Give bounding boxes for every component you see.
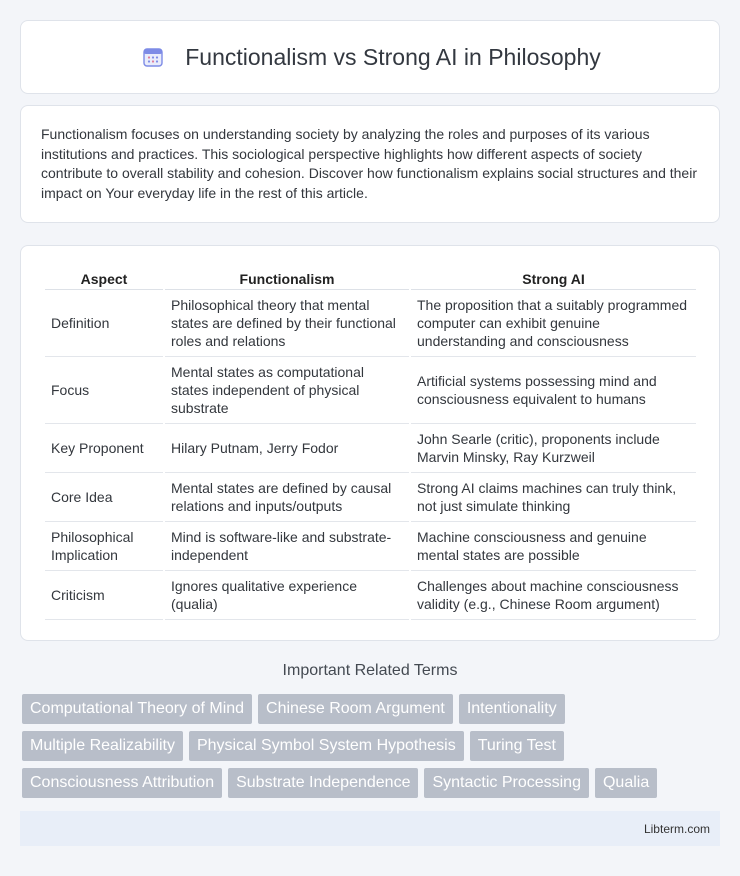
tag-syntactic-processing[interactable]: Syntactic Processing — [424, 768, 589, 798]
tag-qualia[interactable]: Qualia — [595, 768, 657, 798]
aspect-cell: Philosophical Implication — [45, 522, 163, 571]
footer — [20, 811, 720, 846]
column-header-aspect: Aspect — [45, 264, 163, 290]
intro-text: Functionalism focuses on understanding society by analyzing the roles and purposes of its various institutions and practices. This sociological perspective highlights how different aspects of society contribute to overall stability and cohesion. Discover how functionalism explains social structures and their impact on Your everyday life in the rest of this article. — [41, 126, 697, 201]
tag-computational-theory-of-mind[interactable]: Computational Theory of Mind — [22, 694, 252, 724]
table-row — [45, 522, 696, 571]
table-header-row — [45, 264, 696, 290]
intro-card — [20, 105, 720, 223]
aspect-cell: Definition — [45, 290, 163, 357]
strong-ai-cell: John Searle (critic), proponents include Marvin Minsky, Ray Kurzweil — [411, 424, 696, 473]
strong-ai-cell: The proposition that a suitably programmed computer can exhibit genuine understanding and consciousness — [411, 290, 696, 357]
tag-row — [22, 768, 722, 798]
tag-chinese-room-argument[interactable]: Chinese Room Argument — [258, 694, 453, 724]
header-card — [20, 20, 720, 94]
comparison-table — [43, 264, 698, 620]
strong-ai-cell: Machine consciousness and genuine mental states are possible — [411, 522, 696, 571]
page-title: Functionalism vs Strong AI in Philosophy — [185, 43, 601, 70]
table-row — [45, 357, 696, 424]
strong-ai-cell: Strong AI claims machines can truly think, not just simulate thinking — [411, 473, 696, 522]
tag-multiple-realizability[interactable]: Multiple Realizability — [22, 731, 183, 761]
column-header-strong-ai: Strong AI — [411, 264, 696, 290]
functionalism-cell: Ignores qualitative experience (qualia) — [165, 571, 409, 620]
functionalism-cell: Mental states are defined by causal relations and inputs/outputs — [165, 473, 409, 522]
calendar-icon — [139, 43, 167, 71]
table-row — [45, 571, 696, 620]
functionalism-cell: Hilary Putnam, Jerry Fodor — [165, 424, 409, 473]
footer-site-link[interactable]: Libterm.com — [643, 821, 710, 836]
strong-ai-cell: Challenges about machine consciousness validity (e.g., Chinese Room argument) — [411, 571, 696, 620]
table-row — [45, 473, 696, 522]
column-header-functionalism: Functionalism — [165, 264, 409, 290]
functionalism-cell: Philosophical theory that mental states are defined by their functional roles and relations — [165, 290, 409, 357]
related-terms-list — [22, 694, 722, 805]
aspect-cell: Criticism — [45, 571, 163, 620]
comparison-table-card — [20, 245, 720, 641]
tag-substrate-independence[interactable]: Substrate Independence — [228, 768, 418, 798]
tag-intentionality[interactable]: Intentionality — [459, 694, 565, 724]
strong-ai-cell: Artificial systems possessing mind and consciousness equivalent to humans — [411, 357, 696, 424]
tag-row — [22, 694, 722, 724]
functionalism-cell: Mind is software-like and substrate-independent — [165, 522, 409, 571]
functionalism-cell: Mental states as computational states independent of physical substrate — [165, 357, 409, 424]
aspect-cell: Core Idea — [45, 473, 163, 522]
tag-turing-test[interactable]: Turing Test — [470, 731, 564, 761]
table-row — [45, 424, 696, 473]
tag-consciousness-attribution[interactable]: Consciousness Attribution — [22, 768, 222, 798]
aspect-cell: Focus — [45, 357, 163, 424]
related-terms-heading: Important Related Terms — [282, 662, 458, 679]
table-row — [45, 290, 696, 357]
tag-row — [22, 731, 722, 761]
aspect-cell: Key Proponent — [45, 424, 163, 473]
tag-physical-symbol-system-hypothesis[interactable]: Physical Symbol System Hypothesis — [189, 731, 464, 761]
